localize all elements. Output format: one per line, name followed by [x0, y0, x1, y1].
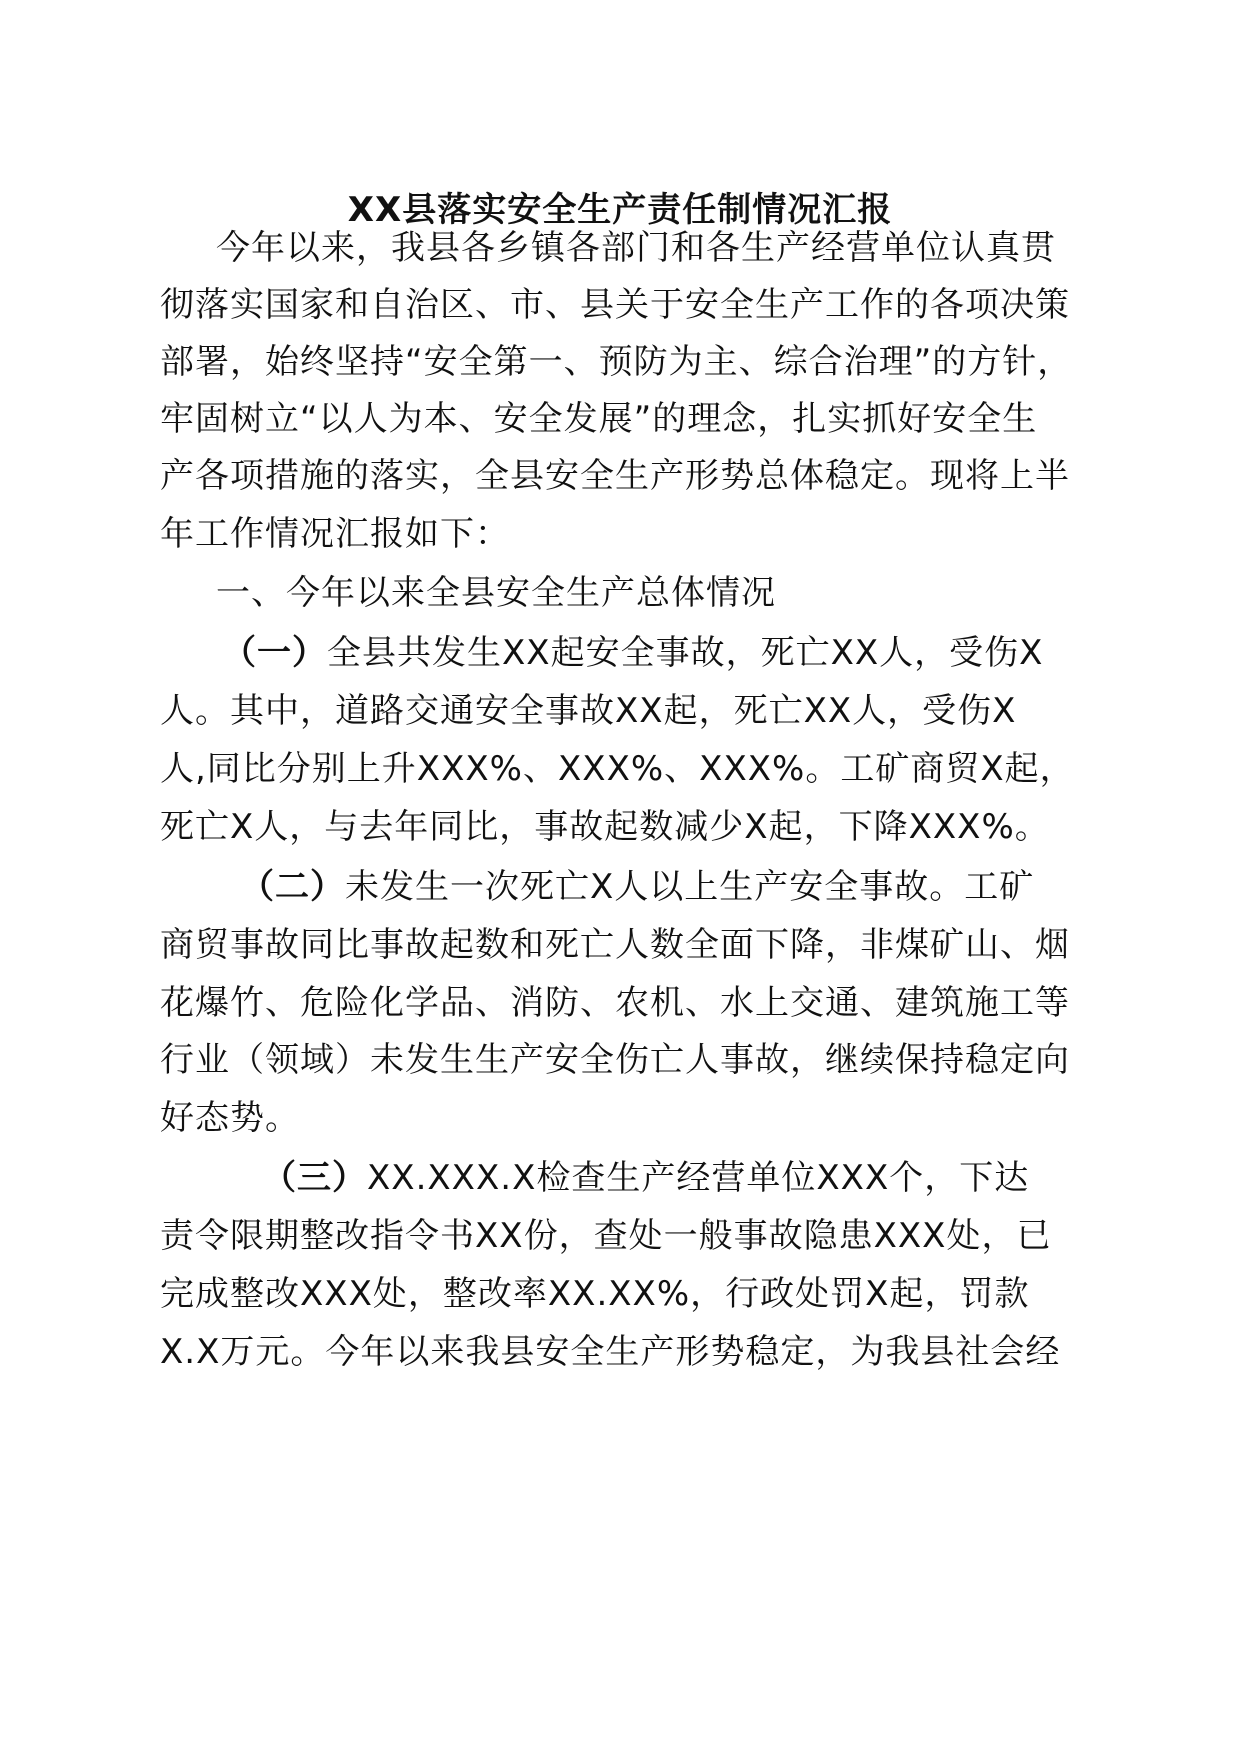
- item3-line-2: 责令限期整改指令书XX份，查处一般事故隐患XXX处，已: [160, 1216, 1052, 1256]
- item3-line-4: X.X万元。今年以来我县安全生产形势稳定，为我县社会经: [160, 1332, 1061, 1372]
- item2-line-5: 好态势。: [160, 1098, 300, 1138]
- item1-line-4: 死亡X人，与去年同比，事故起数减少X起，下降XXX%。: [160, 807, 1050, 847]
- item3-first-line: [262, 1158, 1029, 1198]
- item2-line-4: 行业（领域）未发生生产安全伤亡人事故，继续保持稳定向: [160, 1040, 1070, 1080]
- item3-first-text: XX.XXX.X检查生产经营单位XXX个，下达: [367, 1158, 1030, 1198]
- intro-line-4: 牢固树立“以人为本、安全发展”的理念，扎实抓好安全生: [160, 399, 1038, 439]
- intro-line-6: 年工作情况汇报如下：: [160, 514, 510, 554]
- item1-first-text: 全县共发生XX起安全事故，死亡XX人，受伤X: [327, 633, 1044, 673]
- item3-line-3: 完成整改XXX处，整改率XX.XX%，行政处罚X起，罚款: [160, 1274, 1030, 1314]
- item1-label: （一）: [222, 633, 327, 673]
- item2-label: （二）: [240, 867, 345, 907]
- item1-first-line: [222, 633, 1043, 673]
- intro-line-1: 今年以来，我县各乡镇各部门和各生产经营单位认真贯: [216, 228, 1056, 268]
- item2-line-3: 花爆竹、危险化学品、消防、农机、水上交通、建筑施工等: [160, 983, 1070, 1023]
- section-heading: 一、今年以来全县安全生产总体情况: [216, 573, 776, 613]
- item2-line-2: 商贸事故同比事故起数和死亡人数全面下降，非煤矿山、烟: [160, 925, 1070, 965]
- item2-first-text: 未发生一次死亡X人以上生产安全事故。工矿: [345, 867, 1035, 907]
- item1-line-3: 人,同比分别上升XXX%、XXX%、XXX%。工矿商贸X起，: [160, 749, 1075, 789]
- document-title: XX县落实安全生产责任制情况汇报: [347, 190, 893, 230]
- intro-line-2: 彻落实国家和自治区、市、县关于安全生产工作的各项决策: [160, 285, 1070, 325]
- item1-line-2: 人。其中，道路交通安全事故XX起，死亡XX人，受伤X: [160, 691, 1017, 731]
- intro-line-5: 产各项措施的落实，全县安全生产形势总体稳定。现将上半: [160, 456, 1070, 496]
- item3-label: （三）: [262, 1158, 367, 1198]
- intro-line-3: 部署，始终坚持“安全第一、预防为主、综合治理”的方针，: [160, 342, 1073, 382]
- item2-first-line: [240, 867, 1034, 907]
